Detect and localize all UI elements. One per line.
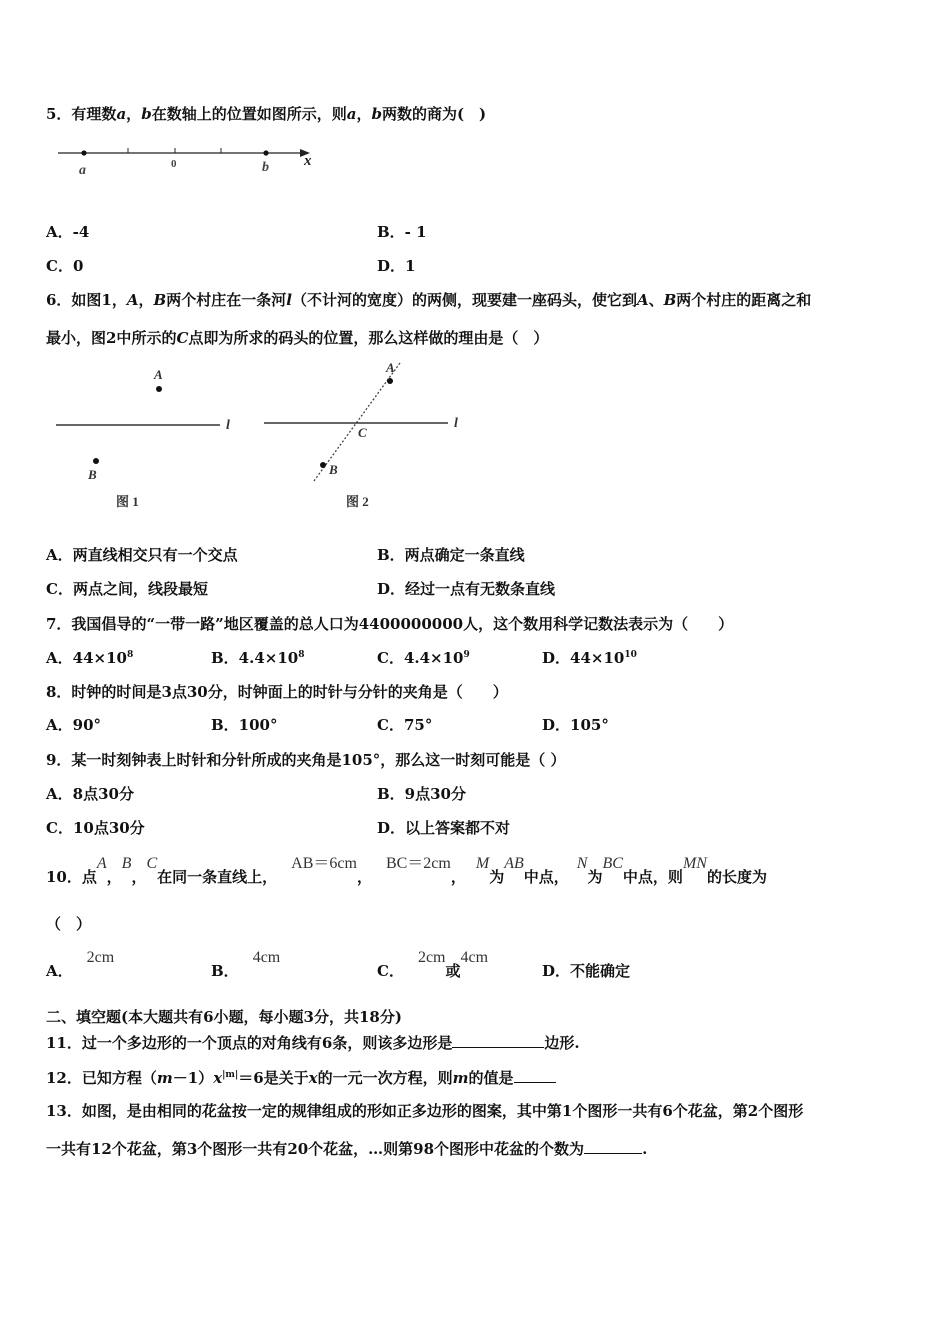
q12-pre: 12．已知方程（ (46, 1069, 157, 1087)
q12-var-m: m (156, 1069, 173, 1087)
q10-point-B: B (121, 855, 132, 872)
q7-option-c (377, 647, 470, 668)
q12-exponent: |m| (222, 1070, 239, 1080)
q9-option-c: C．10点30分 (46, 819, 145, 837)
q5-stem-text: 5．有理数 (46, 105, 117, 123)
q5-option-b: B．- 1 (377, 223, 427, 241)
q10-midpoint-1: 中点， (523, 868, 569, 886)
fig2-caption: 图 2 (346, 494, 369, 509)
q5-var-a-2: a (346, 105, 357, 123)
q13-answer-blank[interactable] (584, 1139, 642, 1154)
q10-c-value-1: 2cm (417, 949, 446, 966)
q6-line1-mid: 两个村庄在一条河 (166, 291, 287, 309)
q12-var-x: x (213, 1069, 223, 1087)
q10-point-N: N (576, 855, 588, 872)
q10-segment-BC: BC (602, 855, 623, 872)
section-2-title: 二、填空题(本大题共有6小题，每小题3分，共18分) (46, 1008, 402, 1026)
q12-mid: ＝6是关于 (238, 1069, 309, 1087)
q6-sep: 、 (648, 291, 664, 309)
q7-option-b (211, 647, 304, 668)
q10-segment-AB: AB (504, 855, 524, 872)
q8-option-c: C．75° (377, 716, 433, 734)
q12-minus: －1） (172, 1069, 214, 1087)
q6-var-B-2: B (663, 291, 677, 309)
q7-b-exp: 8 (298, 650, 305, 660)
q5-var-b-2: b (371, 105, 382, 123)
q10-segment-MN: MN (682, 855, 707, 872)
q6-var-A: A (126, 291, 139, 309)
q8-option-b: B．100° (211, 716, 278, 734)
q10-option-d: D．不能确定 (542, 962, 631, 980)
label-zero: 0 (171, 158, 177, 170)
q12-answer-blank[interactable] (514, 1068, 556, 1083)
q11-post: 边形. (544, 1034, 580, 1052)
label-b: b (262, 160, 269, 175)
fig1-point-A (156, 386, 162, 392)
q10-is-2: 为 (587, 868, 603, 886)
q10-b-label: B． (211, 962, 239, 980)
q10-comma-4: ， (450, 868, 466, 886)
q5-option-c: C．0 (46, 257, 84, 275)
q13-line2-pre: 一共有12个花盆，第3个图形一共有20个花盆，…则第98个图形中花盆的个数为 (46, 1140, 585, 1158)
q10-b-value: 4cm (252, 949, 281, 966)
figure-1 (56, 367, 230, 509)
q8-stem: 8．时钟的时间是3点30分，时钟面上的时针与分针的夹角是（ ） (46, 683, 508, 701)
q10-point-M: M (475, 855, 490, 872)
river-figures (50, 355, 470, 520)
q11 (46, 1032, 580, 1053)
q10-option-a (46, 949, 115, 981)
q8-option-a: A．90° (46, 716, 102, 734)
q9-stem: 9．某一时刻钟表上时针和分针所成的夹角是105°，那么这一时刻可能是（ ） (46, 751, 566, 769)
q9-option-d: D．以上答案都不对 (377, 819, 511, 837)
fig1-label-A: A (154, 367, 163, 382)
fig2-label-l: l (454, 416, 458, 431)
q5-option-d: D．1 (377, 257, 416, 275)
q7-option-a (46, 647, 133, 668)
fig2-label-B: B (329, 462, 338, 477)
q13-line2 (46, 1138, 647, 1159)
q6-stem-line2 (46, 327, 548, 348)
q6-line2-pre: 最小，图2中所示的 (46, 329, 177, 347)
q9-option-a: A．8点30分 (46, 785, 134, 803)
q6-var-C: C (176, 329, 189, 347)
fig1-label-l: l (226, 418, 230, 433)
q10-c-value-2: 4cm (460, 949, 489, 966)
q11-answer-blank[interactable] (452, 1033, 544, 1048)
q10-same-line: 在同一条直线上， (157, 868, 278, 886)
q10-BC-length: BC＝2cm (385, 855, 451, 872)
q6-var-B: B (153, 291, 167, 309)
q10-option-c (377, 949, 489, 981)
q6-stem-line1: 6．如图1，A，B两个村庄在一条河l（不计河的宽度）的两侧，现要建一座码头，使它到A、B两个村庄的距离之和 (46, 291, 812, 309)
fig1-label-B: B (88, 467, 97, 482)
q7-c-exp: 9 (463, 650, 470, 660)
q6-option-b: B．两点确定一条直线 (377, 546, 525, 564)
fig2-label-C: C (358, 425, 367, 440)
fig1-point-B (93, 458, 99, 464)
q12-post: 的值是 (468, 1069, 514, 1087)
figure-2 (264, 360, 458, 509)
q6-line1-pre: 6．如图1， (46, 291, 127, 309)
fig2-point-B (320, 462, 326, 468)
q10-a-value: 2cm (86, 949, 115, 966)
q10-num: 10．点 (46, 868, 97, 886)
q5-option-a: A．-4 (46, 223, 90, 241)
q10-comma-1: ， (106, 868, 122, 886)
q10-is-1: 为 (489, 868, 505, 886)
fig1-caption: 图 1 (116, 494, 139, 509)
q10-option-b (211, 949, 281, 981)
q12-mid2: 的一元一次方程，则 (317, 1069, 453, 1087)
point-a (81, 150, 86, 155)
q10-midpoint-2: 中点，则 (622, 868, 683, 886)
q7-b-label: B．4.4×10 (211, 649, 299, 667)
q6-option-d: D．经过一点有无数条直线 (377, 580, 556, 598)
q7-d-label: D．44×10 (542, 649, 625, 667)
label-x: x (304, 153, 312, 169)
q6-line1-end: 两个村庄的距离之和 (676, 291, 812, 309)
q9-option-b: B．9点30分 (377, 785, 466, 803)
q10-AB-length: AB＝6cm (291, 855, 357, 872)
point-b (263, 150, 268, 155)
q10-stem (46, 855, 767, 887)
q7-c-label: C．4.4×10 (377, 649, 464, 667)
q6-line1-post: （不计河的宽度）的两侧，现要建一座码头，使它到 (291, 291, 637, 309)
q11-pre: 11．过一个多边形的一个顶点的对角线有6条，则该多边形是 (46, 1034, 453, 1052)
q5-var-b: b (141, 105, 152, 123)
q7-d-exp: 10 (624, 650, 637, 660)
q10-point-A: A (96, 855, 107, 872)
q5-comma-2: ， (356, 105, 372, 123)
q5-var-a: a (116, 105, 127, 123)
q12-var-m-2: m (452, 1069, 469, 1087)
q7-stem: 7．我国倡导的“一带一路”地区覆盖的总人口为4400000000人，这个数用科学记数法表示为（ ） (46, 615, 734, 633)
number-line-figure (50, 138, 330, 180)
q6-var-l: l (286, 291, 292, 309)
fig2-point-A (387, 378, 393, 384)
q6-var-A-2: A (636, 291, 649, 309)
q13-line2-post: . (642, 1140, 648, 1158)
q10-length-is: 的长度为 (706, 868, 767, 886)
q5-stem-post: 两数的商为( ) (381, 105, 487, 123)
label-a: a (79, 163, 86, 178)
q12-var-x-2: x (308, 1069, 318, 1087)
q7-a-exp: 8 (126, 650, 134, 660)
q7-a-label: A．44×10 (46, 649, 127, 667)
q5-comma: ， (126, 105, 142, 123)
q6-line2-post: 点即为所求的码头的位置，那么这样做的理由是（ ） (188, 329, 549, 347)
q10-a-label: A． (46, 962, 73, 980)
q7-option-d (542, 647, 637, 668)
q8-option-d: D．105° (542, 716, 609, 734)
q5-stem-mid: 在数轴上的位置如图所示，则 (151, 105, 347, 123)
q13-line1: 13．如图，是由相同的花盆按一定的规律组成的形如正多边形的图案，其中第1个图形一共有6个花盆，第2个图形 (46, 1102, 804, 1120)
q10-comma-2: ， (131, 868, 147, 886)
q10-comma-3: ， (356, 868, 372, 886)
q6-option-a: A．两直线相交只有一个交点 (46, 546, 238, 564)
q12 (46, 1067, 556, 1088)
q10-c-label: C． (377, 962, 404, 980)
q10-paren: （ ） (46, 915, 92, 933)
q5-stem (46, 103, 486, 124)
q6-option-c: C．两点之间，线段最短 (46, 580, 208, 598)
q10-c-or: 或 (445, 962, 461, 980)
fig2-label-A: A (386, 360, 395, 375)
q10-point-C: C (146, 855, 158, 872)
